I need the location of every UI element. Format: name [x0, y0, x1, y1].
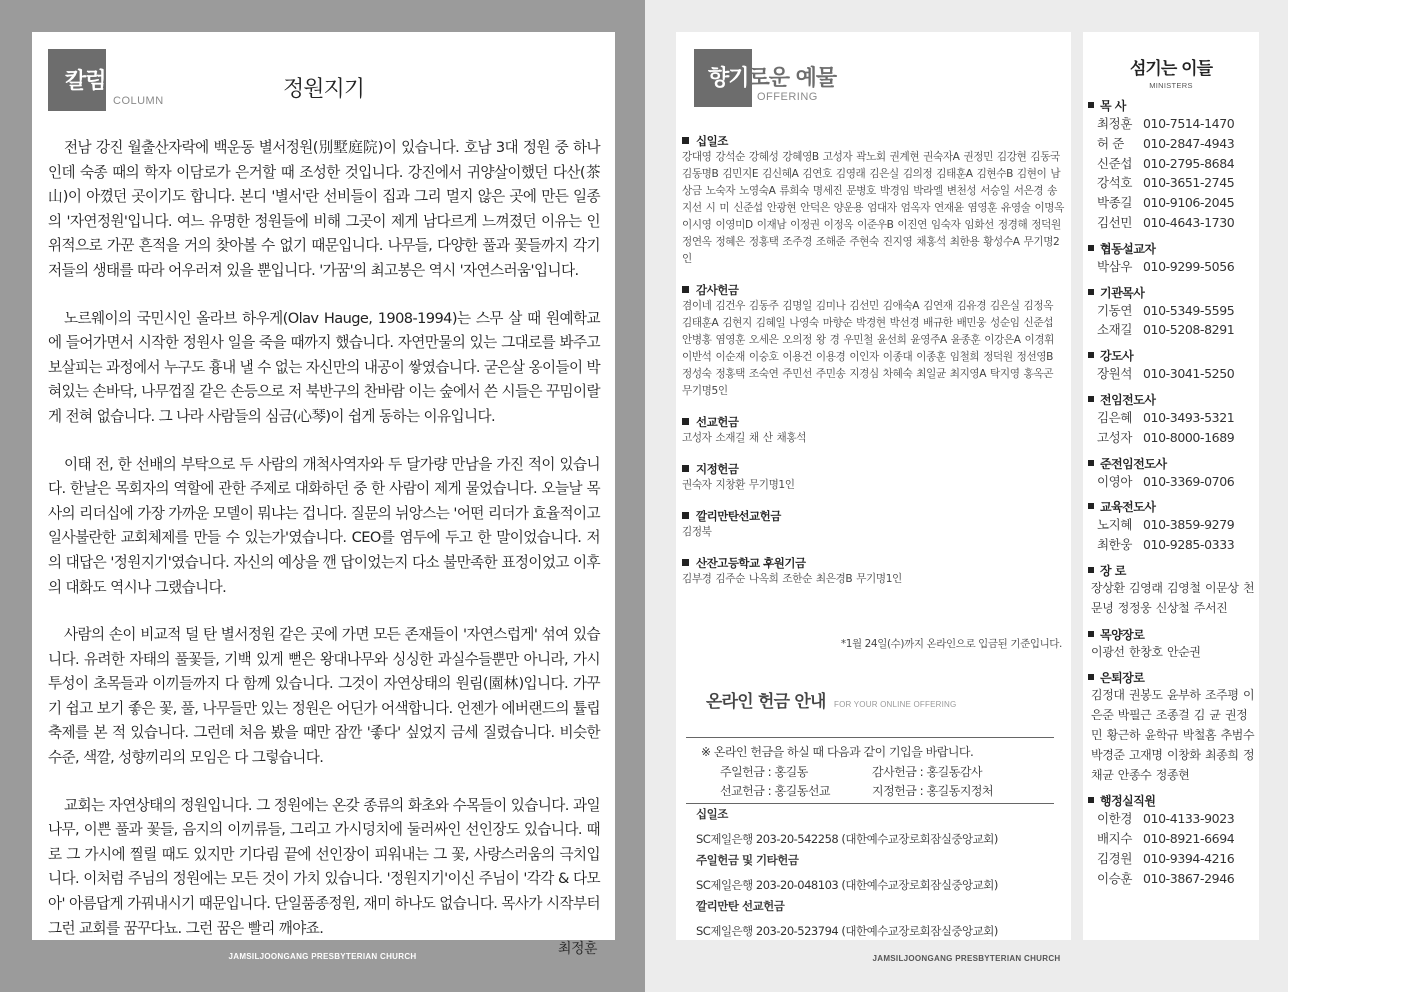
bullet-square-icon — [682, 137, 689, 144]
bullet-square-icon — [682, 418, 689, 425]
offering-section — [682, 134, 1064, 268]
elder-group — [1088, 627, 1256, 663]
online-example-row — [720, 782, 1040, 801]
offering-names: 권숙자 지창환 무기명1인 — [682, 479, 795, 491]
minister-name: 최한웅 — [1097, 537, 1133, 553]
online-title-en: FOR YOUR ONLINE OFFERING — [834, 700, 957, 709]
minister-phone: 010-7514-1470 — [1143, 116, 1235, 131]
minister-name: 장원석 — [1097, 366, 1133, 382]
offering-names: 고성자 소재길 채 산 채홍석 — [682, 432, 807, 444]
account-number: SC제일은행 203-20-523794 (대한예수교장로회잠실중앙교회) — [696, 924, 998, 938]
bullet-square-icon — [682, 512, 689, 519]
bullet-square-icon — [1088, 396, 1094, 402]
offering-section — [682, 462, 1064, 494]
offering-note: *1월 24일(수)까지 온라인으로 입금된 기준입니다. — [840, 638, 1062, 650]
online-examples — [720, 763, 1040, 801]
minister-name: 허 준 — [1097, 135, 1124, 151]
offering-names: 김부경 김주순 나옥희 조한순 최은경B 무기명1인 — [682, 573, 902, 585]
footer-church-left: JAMSILJOONGANG PRESBYTERIAN CHURCH — [228, 952, 417, 961]
divider — [686, 803, 1054, 804]
minister-phone: 010-3369-0706 — [1143, 473, 1235, 489]
elder-group — [1088, 670, 1256, 785]
minister-group-heading: 전임전도사 — [1100, 392, 1156, 407]
bullet-square-icon — [682, 559, 689, 566]
online-title: 온라인 헌금 안내 — [706, 692, 826, 712]
minister-group — [1088, 499, 1256, 555]
minister-row — [1088, 213, 1256, 233]
staff-name: 이승훈 — [1097, 870, 1133, 886]
offering-section-heading: 깔리만탄선교헌금 — [696, 509, 781, 523]
offering-section — [682, 556, 1064, 588]
staff-phone: 010-3867-2946 — [1143, 870, 1235, 886]
minister-name: 신준섭 — [1097, 155, 1133, 171]
minister-phone: 010-5208-8291 — [1143, 322, 1235, 338]
minister-row — [1088, 472, 1256, 492]
minister-row — [1088, 301, 1256, 321]
minister-phone: 010-9299-5056 — [1143, 258, 1235, 274]
offering-names: 강대영 강석순 강혜성 강혜영B 고성자 곽노회 권계현 권숙자A 권정민 김강현 김동국 김동명B 김민지E 김신혜A 김연호 김영래 김은실 김의정 김태훈A 김현수B 김현이 남상금 노숙자 노영숙A 류희숙 명세진 문병호 박경임 박라엘 변천성 서승일 서은경 송지선 시 미 신준섭 안광현 안덕은 양운용 엄대자 엄옥자 연재윤 염영훈 유영술 이명옥 이시영 이영미D 이재남 이정권 이정옥 이준우B 이진연 임숙자 임화선 정경해 정덕원 정연옥 정혜은 정홍택 조주경 조해준 주현숙 진지영 채홍석 최한용 황성수A 무기명2인 — [682, 151, 1064, 265]
account-heading: 깔리만탄 선교헌금 — [696, 899, 785, 913]
minister-name: 고성자 — [1097, 429, 1133, 445]
online-example: 선교헌금 : 홍길동선교 — [720, 784, 831, 798]
minister-name: 이영아 — [1097, 473, 1133, 489]
elder-group — [1088, 563, 1256, 619]
staff-row — [1088, 849, 1256, 869]
minister-row — [1088, 257, 1256, 277]
column-title: 정원지기 — [282, 77, 364, 102]
minister-row — [1088, 173, 1256, 193]
minister-group — [1088, 392, 1256, 448]
column-body — [48, 136, 600, 964]
ministers-title-en: MINISTERS — [1149, 81, 1193, 90]
elder-names: 이광선 한창호 안순권 — [1091, 644, 1201, 659]
minister-group — [1088, 456, 1256, 492]
offering-names: 김정북 — [682, 526, 712, 538]
account-heading: 주일헌금 및 기타헌금 — [696, 853, 799, 867]
bullet-square-icon — [1088, 102, 1094, 108]
minister-phone: 010-8000-1689 — [1143, 429, 1235, 445]
minister-name: 소재길 — [1097, 322, 1133, 338]
minister-phone: 010-5349-5595 — [1143, 302, 1235, 318]
staff-name: 이한경 — [1097, 811, 1133, 827]
bullet-square-icon — [682, 286, 689, 293]
minister-phone: 010-9106-2045 — [1143, 195, 1235, 211]
minister-row — [1088, 154, 1256, 174]
divider — [686, 737, 1054, 738]
minister-row — [1088, 428, 1256, 448]
minister-row — [1088, 193, 1256, 213]
minister-row — [1088, 364, 1256, 384]
elder-names: 김정대 권봉도 윤부하 조주평 이은준 박필근 조종걸 김 균 권정민 황근하 윤학규 박철홈 추범수 박경준 고재명 이창화 최종희 정채균 안종수 정종현 — [1091, 688, 1255, 782]
offering-section-heading: 지정헌금 — [696, 462, 739, 476]
minister-phone: 010-2795-8684 — [1143, 155, 1235, 171]
bullet-square-icon — [1088, 674, 1094, 680]
online-example-row — [720, 763, 1040, 782]
elder-group-heading: 목양장로 — [1100, 627, 1145, 642]
minister-row — [1088, 320, 1256, 340]
minister-phone: 010-3651-2745 — [1143, 175, 1235, 191]
footer-church-right: JAMSILJOONGANG PRESBYTERIAN CHURCH — [872, 954, 1061, 963]
bullet-square-icon — [1088, 289, 1094, 295]
minister-group — [1088, 348, 1256, 384]
staff-group — [1088, 793, 1256, 888]
minister-group — [1088, 285, 1256, 341]
ministers-card — [1083, 32, 1259, 940]
account-number: SC제일은행 203-20-542258 (대한예수교장로회잠실중앙교회) — [696, 832, 998, 846]
minister-group-heading: 기관목사 — [1100, 285, 1145, 300]
minister-group-heading: 교육전도사 — [1100, 500, 1156, 515]
minister-name: 박종길 — [1097, 195, 1133, 211]
offering-section-heading: 선교헌금 — [696, 415, 739, 429]
offering-section-heading: 산잔고등학교 후원기금 — [696, 556, 806, 570]
staff-name: 김경원 — [1097, 850, 1133, 866]
bullet-square-icon — [1088, 631, 1094, 637]
staff-phone: 010-9394-4216 — [1143, 850, 1235, 866]
staff-group-heading: 행정실직원 — [1100, 794, 1156, 809]
offering-names: 겸이네 김건우 김동주 김명일 김미나 김선민 김애숙A 김연재 김유경 김은실 김정옥 김태훈A 김현지 김혜일 나영숙 마향순 박경현 박선경 배규한 배민웅 성순임 신준섭 안병홍 염영훈 오세은 오의정 왕 경 우민철 윤선희 윤영주A 윤종훈 이강은A 이경휘 이반석 이순재 이숭호 이용건 이용경 이인자 이종대 이종훈 임철희 정덕원 정선영B 정성숙 정홍택 조숙연 주민선 주민송 지경심 차혜숙 최일균 최지영A 탁지영 홍옥곤 무기명5인 — [682, 300, 1055, 397]
offering-section — [682, 283, 1064, 400]
minister-row — [1088, 134, 1256, 154]
minister-row — [1088, 515, 1256, 535]
offering-title-highlight: 향기 — [708, 66, 749, 91]
bullet-square-icon — [1088, 503, 1094, 509]
minister-name: 노지혜 — [1097, 517, 1133, 533]
minister-name: 기동연 — [1097, 302, 1133, 318]
staff-phone: 010-8921-6694 — [1143, 831, 1235, 847]
column-paragraph: 전남 강진 월출산자락에 백운동 별서정원(別墅庭院)이 있습니다. 호남 3대 정원 중 하나인데 숙종 때의 학자 이담로가 은거할 때 조성한 것입니다. 강진에서 귀양살이했던 다산(茶山)이 아꼈던 곳이기도 합니다. 본디 '별서'란 선비들이 집과 그리 멀지 않은 곳에 만든 일종의 '자연정원'입니다. 여느 유명한 정원들에 비해 그곳이 제게 남다르게 느껴졌던 이유는 인위적으로 가꾼 흔적을 거의 찾아볼 수 없기 때문입니다. 나무들, 다양한 풀과 꽃들까지 각기 저들의 생태를 따라 어우러져 있을 뿐입니다. '가꿈'의 최고봉은 역시 '자연스러움'입니다. — [48, 139, 600, 279]
account-list — [696, 807, 1056, 945]
minister-name: 김은혜 — [1097, 409, 1133, 425]
minister-row — [1088, 408, 1256, 428]
minister-group-heading: 강도사 — [1100, 349, 1134, 364]
column-tag: 칼럼 — [65, 69, 106, 94]
bullet-square-icon — [1088, 797, 1094, 803]
minister-name: 강석호 — [1097, 175, 1133, 191]
account-heading: 십일조 — [696, 807, 728, 821]
minister-row — [1088, 114, 1256, 134]
staff-name: 배지수 — [1097, 831, 1133, 847]
column-paragraph: 사람의 손이 비교적 덜 탄 별서정원 같은 곳에 가면 모든 존재들이 '자연스럽게' 섞여 있습니다. 유려한 자태의 풀꽃들, 기백 있게 뻗은 왕대나무와 싱싱한 과실수들뿐만 아니라, 가시투성이 초목들과 이끼들까지 다 함께 있습니다. 그것이 자연상태의 원림(園林)입니다. 가꾸기 쉽고 보기 좋은 꽃, 풀, 나무들만 있는 정원은 어딘가 어색합니다. 언젠가 에버랜드의 튤립축제를 본 적 있습니다. 그런데 처음 봤을 때만 잠깐 '좋다' 싶었지 금세 질렸습니다. 비슷한 수준, 색깔, 성향끼리의 모임은 다 그렇습니다. — [48, 626, 600, 767]
online-example: 주일헌금 : 홍길동 — [720, 765, 808, 779]
staff-row — [1088, 809, 1256, 829]
staff-phone: 010-4133-9023 — [1143, 811, 1235, 827]
minister-phone: 010-3859-9279 — [1143, 517, 1235, 533]
online-intro: ※ 온라인 헌금을 하실 때 다음과 같이 기입을 바랍니다. — [701, 745, 974, 759]
elder-group-heading: 은퇴장로 — [1100, 671, 1145, 686]
offering-list — [682, 134, 1064, 603]
online-example: 감사헌금 : 홍길동감사 — [872, 765, 983, 779]
column-paragraph: 교회는 자연상태의 정원입니다. 그 정원에는 온갖 종류의 화초와 수목들이 있습니다. 과일나무, 이쁜 풀과 꽃들, 음지의 이끼류들, 그리고 가시덩치에 둘러싸인 선인장도 있습니다. 때로 그 가시에 찔릴 때도 있지만 기다림 끝에 선인장이 피워내는 그 꽃, 사랑스러움의 극치입니다. 이처럼 주님의 정원에는 모든 것이 가치 있습니다. '정원지기'이신 주님이 '각각 & 다모아' 아름답게 가꿔내시기 때문입니다. 단일품종정원, 재미 하나도 없습니다. 목사가 시작부터 그런 교회를 꿈꾸다뇨. 그런 꿈은 빨리 깨야죠. — [48, 796, 600, 937]
minister-group — [1088, 98, 1256, 233]
minister-phone: 010-3041-5250 — [1143, 366, 1235, 382]
minister-group-heading: 협동설교자 — [1100, 241, 1156, 256]
offering-card — [676, 32, 1071, 940]
staff-row — [1088, 869, 1256, 889]
account-number: SC제일은행 203-20-048103 (대한예수교장로회잠실중앙교회) — [696, 878, 998, 892]
minister-group-heading: 준전임전도사 — [1100, 456, 1167, 471]
bullet-square-icon — [1088, 245, 1094, 251]
bullet-square-icon — [1088, 460, 1094, 466]
column-paragraph: 이태 전, 한 선배의 부탁으로 두 사람의 개척사역자와 두 달가량 만남을 가진 적이 있습니다. 한날은 목회자의 역할에 관한 주제로 대화하던 중 한 사람이 제게 물었습니다. 오늘날 목사의 리더십에 가장 가까운 모델이 뭐냐는 겁니다. 질문의 뉘앙스는 '어떤 리더가 효율적이고 일사불란한 교회체제를 만들 수 있는가'였습니다. CEO를 염두에 두고 한 말이었습니다. 저의 대답은 '정원지기'였습니다. 자신의 예상을 깬 답이었는지 다소 불만족한 표정이었고 이후의 대화도 역시나 그랬습니다. — [48, 455, 600, 596]
offering-section-heading: 십일조 — [696, 134, 728, 148]
minister-group — [1088, 241, 1256, 277]
bullet-square-icon — [1088, 567, 1094, 573]
ministers-list — [1088, 98, 1256, 897]
minister-name: 김선민 — [1097, 214, 1133, 230]
minister-row — [1088, 535, 1256, 555]
minister-phone: 010-9285-0333 — [1143, 537, 1235, 553]
bullet-square-icon — [682, 465, 689, 472]
minister-phone: 010-4643-1730 — [1143, 214, 1235, 230]
staff-row — [1088, 829, 1256, 849]
minister-name: 최정훈 — [1097, 116, 1133, 131]
offering-title-en: OFFERING — [757, 91, 818, 103]
offering-section — [682, 415, 1064, 447]
ministers-title: 섬기는 이들 — [1129, 59, 1213, 79]
minister-group-heading: 목 사 — [1100, 99, 1126, 113]
elder-names: 장상환 김영래 김영철 이문상 천문녕 정정웅 신상철 주서진 — [1091, 580, 1255, 615]
column-paragraph: 노르웨이의 국민시인 올라브 하우게(Olav Hauge, 1908-1994)는 스무 살 때 원예학교에 들어가면서 시작한 정원사 일을 죽을 때까지 했습니다. 자연만물의 있는 그대로를 봐주고 보살피는 과정에서 누구도 흉내 낼 수 없는 자신만의 내공이 쌓였습니다. 굳은살 옹이들이 박혀있는 손바닥, 나무껍질 같은 손등으로 저 북반구의 찬바람 이는 숲에서 쓴 시들은 꾸밈이랄 게 전혀 없습니다. 그 나라 사람들의 심금(心琴)이 쉽게 동하는 이유입니다. — [48, 309, 600, 425]
online-example: 지정헌금 : 홍길동지정처 — [872, 784, 994, 798]
minister-name: 박삼우 — [1097, 258, 1133, 274]
column-tag-en: COLUMN — [113, 95, 164, 107]
offering-title — [708, 61, 836, 92]
bullet-square-icon — [1088, 352, 1094, 358]
offering-section — [682, 509, 1064, 541]
column-author: 최정훈 — [558, 941, 598, 957]
offering-title-rest: 로운 예물 — [748, 66, 837, 91]
minister-phone: 010-2847-4943 — [1143, 135, 1235, 151]
minister-phone: 010-3493-5321 — [1143, 409, 1235, 425]
column-card — [32, 32, 615, 940]
elder-group-heading: 장 로 — [1100, 563, 1126, 578]
offering-section-heading: 감사헌금 — [696, 283, 739, 297]
